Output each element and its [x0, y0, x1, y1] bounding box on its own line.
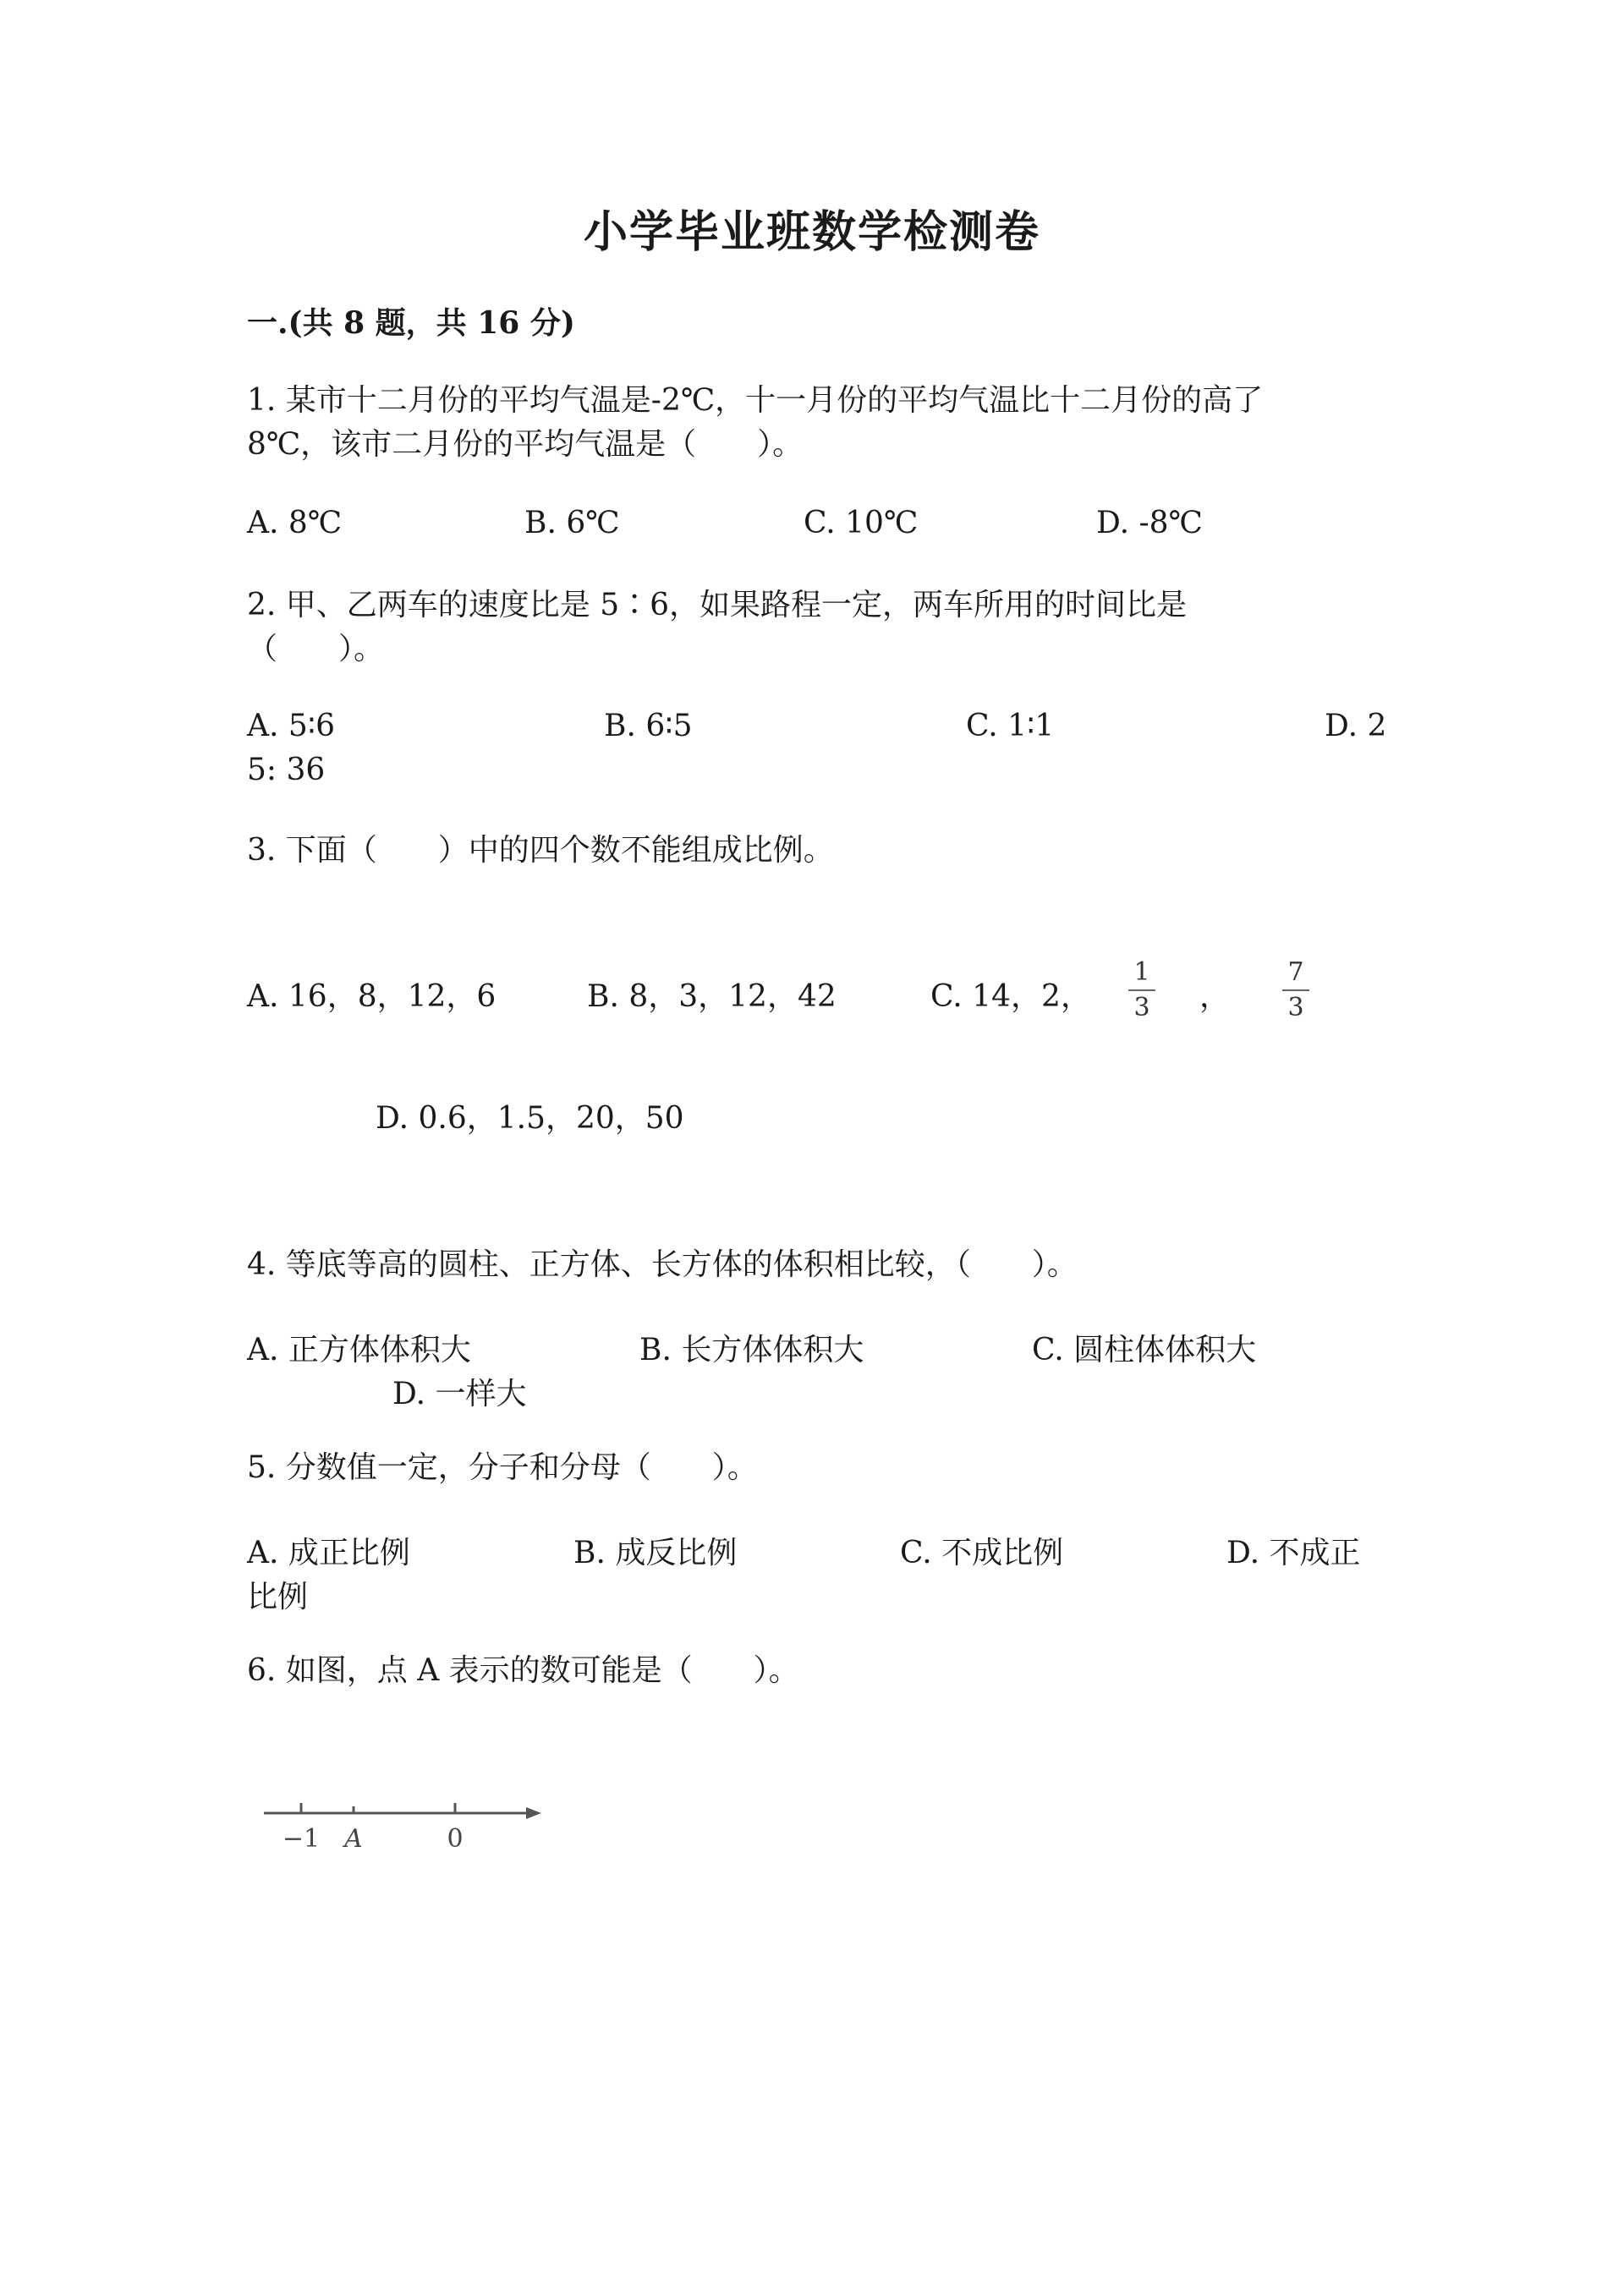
- question-4-line-1: 4. 等底等高的圆柱、正方体、长方体的体积相比较，（ ）。: [247, 1247, 1078, 1282]
- question-1-line-2: 8℃，该市二月份的平均气温是（ ）。: [247, 427, 804, 462]
- fraction-one-third: [1125, 957, 1159, 1023]
- label-minus-one: −1: [282, 1824, 321, 1854]
- question-3-option-a: A. 16，8，12，6: [247, 979, 497, 1014]
- question-4-option-d: D. 一样大: [392, 1377, 527, 1411]
- question-2-line-2: （ ）。: [247, 632, 385, 666]
- fraction-1-denominator: 3: [1133, 993, 1150, 1022]
- question-3-option-b: B. 8，3，12，42: [587, 979, 837, 1014]
- number-line-arrow-icon: [526, 1807, 541, 1819]
- question-4-option-c: C. 圆柱体体积大: [1032, 1333, 1257, 1367]
- page-title: 小学毕业班数学检测卷: [583, 206, 1040, 258]
- question-2-option-b: B. 6∶5: [604, 709, 693, 743]
- question-1-option-a: A. 8℃: [247, 506, 343, 540]
- question-1-option-c: C. 10℃: [804, 506, 919, 540]
- fraction-1-bar: [1128, 989, 1155, 991]
- question-2-option-d: D. 2: [1325, 709, 1387, 743]
- question-1-line-1: 1. 某市十二月份的平均气温是-2℃，十一月份的平均气温比十二月份的高了: [247, 383, 1264, 418]
- label-zero: 0: [447, 1824, 464, 1854]
- section-heading: 一.(共 8 题，共 16 分): [247, 305, 575, 341]
- label-point-a: A: [344, 1824, 363, 1854]
- number-line-figure: [254, 1776, 558, 1860]
- fraction-2-numerator: 7: [1287, 957, 1304, 987]
- question-3-option-c-separator: ，: [1199, 979, 1231, 1014]
- question-5-option-a: A. 成正比例: [247, 1536, 410, 1570]
- question-5-option-b: B. 成反比例: [573, 1536, 738, 1570]
- question-5-option-c: C. 不成比例: [900, 1536, 1064, 1570]
- fraction-2-denominator: 3: [1287, 993, 1304, 1022]
- question-3-option-c: C. 14，2，: [930, 979, 1091, 1014]
- question-2-option-c: C. 1∶1: [966, 709, 1055, 743]
- question-2-option-a: A. 5∶6: [247, 709, 336, 743]
- question-5-line-1: 5. 分数值一定，分子和分母（ ）。: [247, 1450, 758, 1485]
- question-5-option-d-wrap: 比例: [247, 1580, 309, 1614]
- question-5-option-d: D. 不成正: [1226, 1536, 1361, 1570]
- question-2-option-d-wrap: 5: 36: [247, 753, 326, 787]
- question-3-option-d: D. 0.6，1.5，20，50: [376, 1101, 684, 1136]
- question-1-option-b: B. 6℃: [524, 506, 620, 540]
- question-2-line-1: 2. 甲、乙两车的速度比是 5∶6，如果路程一定，两车所用的时间比是: [247, 588, 1188, 622]
- question-4-option-b: B. 长方体体积大: [639, 1333, 864, 1367]
- fraction-2-bar: [1282, 989, 1309, 991]
- question-4-option-a: A. 正方体体积大: [247, 1333, 471, 1367]
- question-1-option-d: D. -8℃: [1096, 506, 1203, 540]
- fraction-1-numerator: 1: [1133, 957, 1150, 987]
- question-3-line-1: 3. 下面（ ）中的四个数不能组成比例。: [247, 833, 834, 868]
- fraction-seven-thirds: [1279, 957, 1313, 1023]
- question-6-line-1: 6. 如图，点 A 表示的数可能是（ ）。: [247, 1653, 799, 1688]
